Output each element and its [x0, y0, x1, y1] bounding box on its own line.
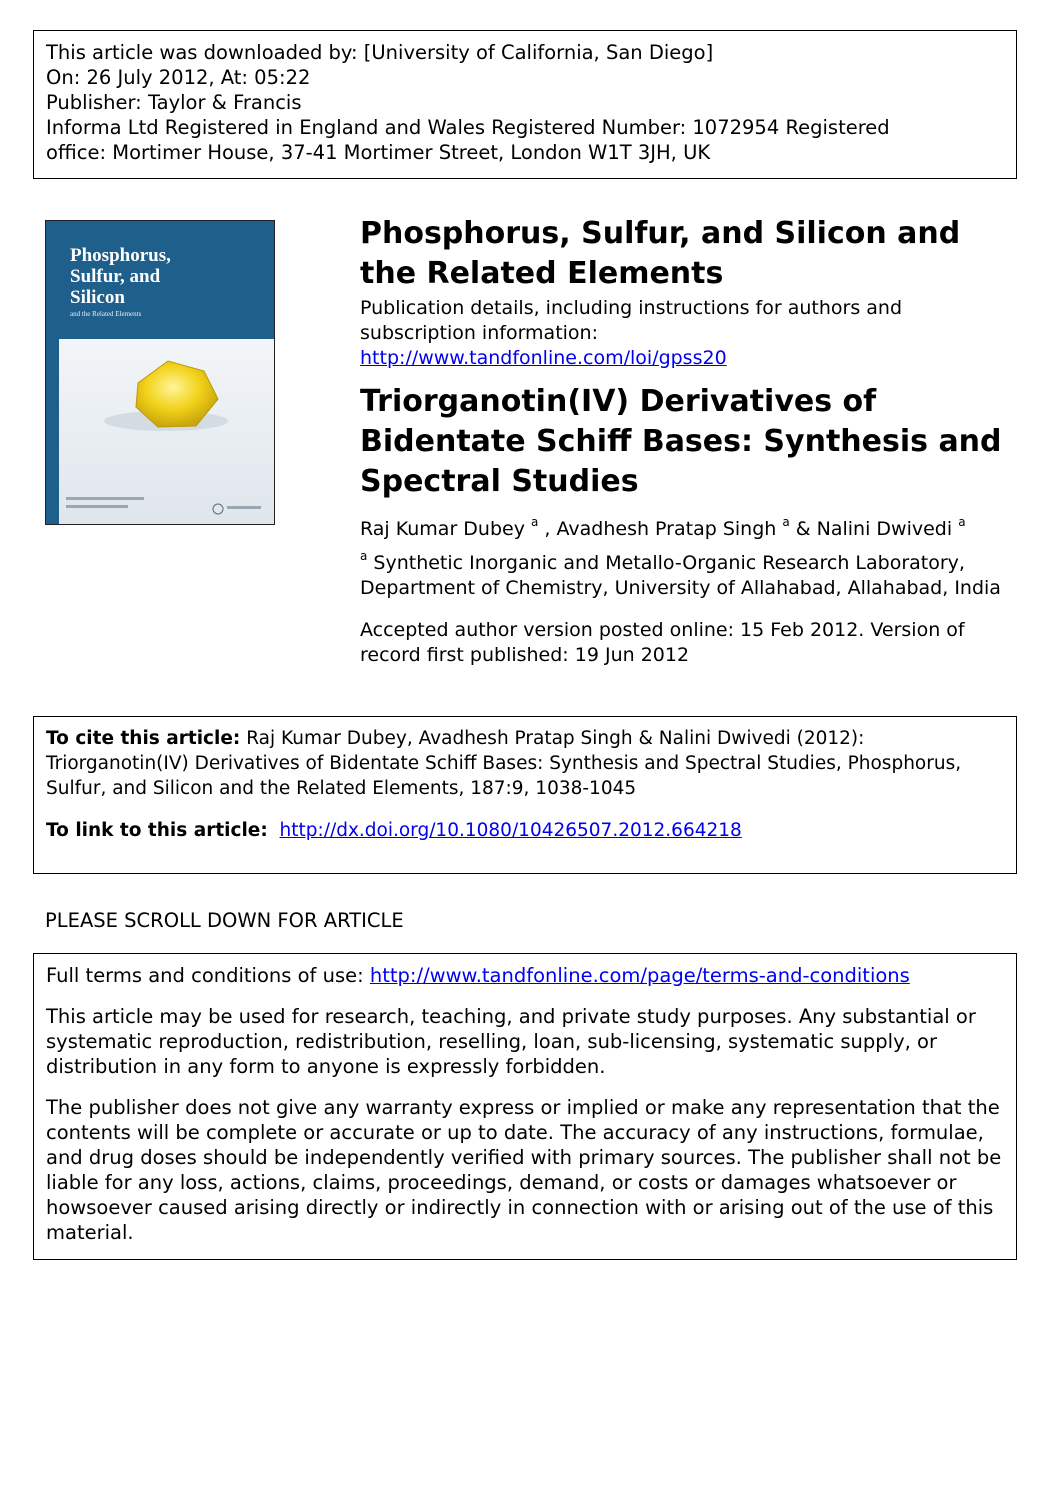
- citation-label: To cite this article:: [46, 728, 241, 749]
- publication-details-text: Publication details, including instructions for authors and subscription information:: [360, 297, 903, 344]
- citation-box: [33, 716, 1017, 874]
- cover-title-line-2: Sulfur, and: [70, 266, 161, 287]
- article-title: Triorganotin(IV) Derivatives of Bidentate Schiff Bases: Synthesis and Spectral Studies: [360, 384, 1002, 499]
- scroll-down-notice: PLEASE SCROLL DOWN FOR ARTICLE: [45, 909, 404, 932]
- article-metadata: [360, 214, 1020, 668]
- cover-title-line-1: Phosphorus,: [70, 245, 171, 266]
- article-link-row: [46, 818, 1004, 843]
- terms-url-link[interactable]: http://www.tandfonline.com/page/terms-and-conditions: [369, 964, 910, 987]
- citation: [46, 726, 1004, 801]
- author-separator: ,: [538, 518, 557, 540]
- affiliation-mark: a: [360, 549, 368, 563]
- terms-label: Full terms and conditions of use:: [46, 964, 364, 987]
- author-name: Raj Kumar Dubey: [360, 518, 525, 540]
- download-notice-line: Publisher: Taylor & Francis: [46, 91, 302, 114]
- journal-url-link[interactable]: http://www.tandfonline.com/loi/gpss20: [360, 347, 727, 369]
- author-name: Avadhesh Pratap Singh: [556, 518, 777, 540]
- terms-paragraph-usage: This article may be used for research, teaching, and private study purposes. Any substantial or systematic reproduction, redistribution, reselling, loan, sub-licensing, systematic supply, or distribution in any form to anyone is expressly forbidden.: [46, 1005, 976, 1078]
- author-name: Nalini Dwivedi: [816, 518, 953, 540]
- author-affil-mark: a: [531, 515, 539, 529]
- affiliation: [360, 544, 1020, 601]
- journal-cover-image: [45, 220, 275, 525]
- journal-title: Phosphorus, Sulfur, and Silicon and the Related Elements: [360, 216, 961, 291]
- author-list: [360, 510, 1020, 542]
- author-affil-mark: a: [782, 515, 790, 529]
- download-notice-line: office: Mortimer House, 37-41 Mortimer Street, London W1T 3JH, UK: [46, 141, 711, 164]
- terms-paragraph-disclaimer: The publisher does not give any warranty express or implied or make any representation that the contents will be complete or accurate or up to date. The accuracy of any instructions, formulae, and drug doses should be independently verified with primary sources. The publisher shall not be liable for any loss, actions, claims, proceedings, demand, or costs or damages whatsoever or howsoever caused arising directly or indirectly in connection with or arising out of the use of this material.: [46, 1096, 1002, 1244]
- citation-text: Raj Kumar Dubey, Avadhesh Pratap Singh & Nalini Dwivedi (2012): Triorganotin(IV) Derivatives of Bidentate Schiff Bases: Synthesis and Spectral Studies, Phosphorus, Sulfur, and Silicon and the Related Elements, 187:9, 1038-1045: [46, 728, 962, 799]
- affiliation-text: Synthetic Inorganic and Metallo-Organic Research Laboratory, Department of Chemistry, University of Allahabad, Allahabad, India: [360, 552, 1001, 599]
- download-notice-line: On: 26 July 2012, At: 05:22: [46, 66, 311, 89]
- author-affil-mark: a: [958, 515, 966, 529]
- terms-link-row: [46, 963, 1004, 988]
- author-separator: &: [789, 518, 817, 540]
- download-notice-line: Informa Ltd Registered in England and Wales Registered Number: 1072954 Registered: [46, 116, 890, 139]
- doi-link[interactable]: http://dx.doi.org/10.1080/10426507.2012.664218: [279, 820, 742, 841]
- cover-title-line-3: Silicon: [70, 287, 125, 308]
- terms-box: [33, 953, 1017, 1260]
- download-notice-line: This article was downloaded by: [University of California, San Diego]: [46, 41, 714, 64]
- download-notice-box: [33, 30, 1017, 179]
- cover-subtitle: and the Related Elements: [70, 310, 142, 318]
- publication-history: Accepted author version posted online: 15 Feb 2012. Version of record first published: 19 Jun 2012: [360, 619, 965, 666]
- publication-details: [360, 296, 1020, 371]
- article-link-label: To link to this article:: [46, 820, 268, 841]
